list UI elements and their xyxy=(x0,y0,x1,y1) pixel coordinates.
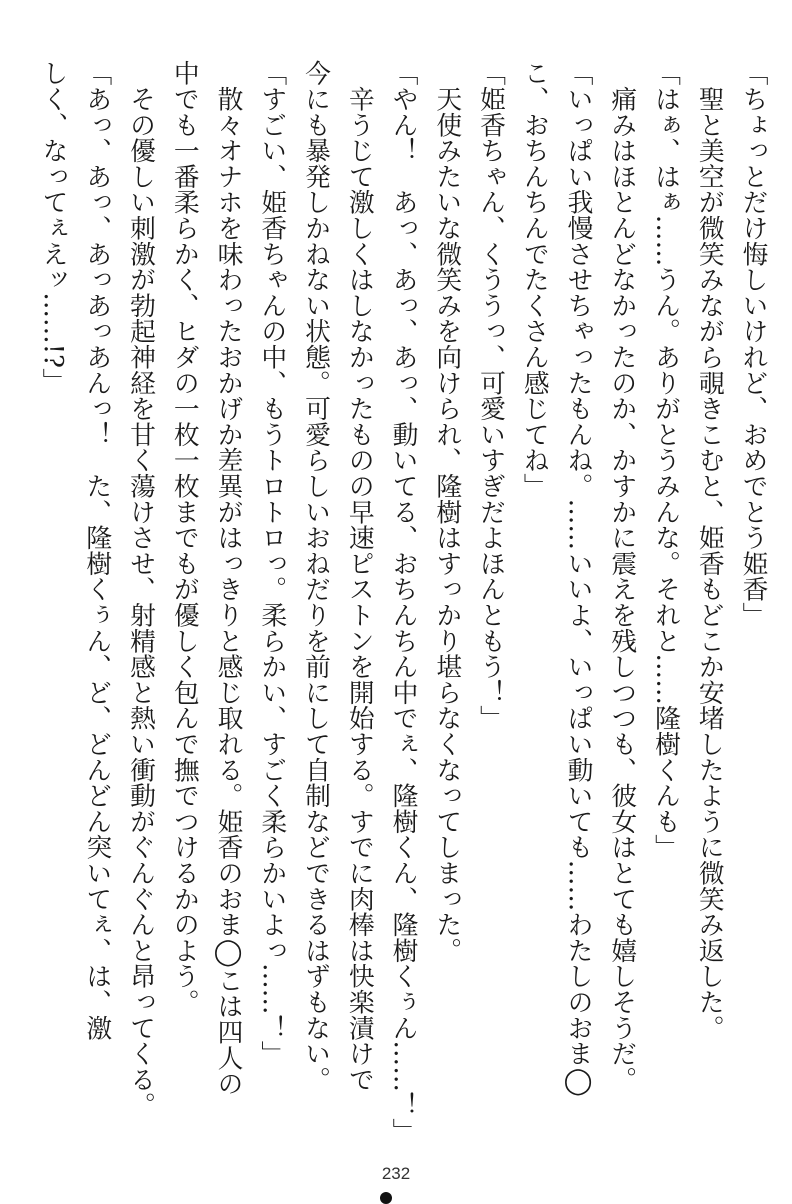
text-line: 「すごい、姫香ちゃんの中、もうトロトロっ。柔らかい、すごく柔らかいよっ……！」 xyxy=(256,60,287,1067)
text-line: 痛みはほとんどなかったのか、かすかに震えを残しつつも、彼女はとても嬉しそうだ。 xyxy=(606,60,637,1092)
page-edge-mark xyxy=(380,1192,392,1204)
text-line: 天使みたいな微笑みを向けられ、隆樹はすっかり堪らなくなってしまった。 xyxy=(431,60,462,963)
text-line: その優しい刺激が勃起神経を甘く蕩けさせ、射精感と熱い衝動がぐんぐんと昂ってくる。 xyxy=(125,60,156,1118)
text-line: 「いっぱい我慢させちゃったもんね。……いいよ、いっぱい動いても……わたしのおま◯ xyxy=(563,60,593,1097)
text-line: 辛うじて激しくはしなかったものの早速ピストンを開始する。すでに肉棒は快楽漬けで xyxy=(344,60,375,1092)
text-line: 「はぁ、はぁ……うん。ありがとうみんな。それと……隆樹くんも」 xyxy=(650,60,681,860)
text-line: 「ちょっとだけ悔しいけれど、おめでとう姫香」 xyxy=(738,60,768,628)
text-line: 散々オナホを味わったおかげか差異がはっきりと感じ取れる。姫香のおま◯こは四人の xyxy=(213,60,243,1097)
text-line: こ、おちんちんでたくさん感じてね」 xyxy=(519,60,550,499)
text-line: 「あっ、あっ、あっあっあんっ！ た、隆樹くぅん、ど、どんどん突いてぇ、は、激 xyxy=(81,60,112,1041)
text-line: 「姫香ちゃん、くううっ、可愛いすぎだよほんともう！」 xyxy=(475,60,506,731)
text-line: 今にも暴発しかねない状態。可愛らしいおねだりを前にして自制などできるはずもない。 xyxy=(300,60,331,1092)
text-line: 聖と美空が微笑みながら覗きこむと、姫香もどこか安堵したように微笑み返した。 xyxy=(694,60,725,1041)
text-line: しく、なってぇえッ……!?」 xyxy=(38,60,68,394)
body-text xyxy=(30,60,774,1144)
text-line: 「やん！ あっ、あっ、あっ、動いてる、おちんちん中でぇ、隆樹くん、隆樹くぅん……！」 xyxy=(388,60,418,1144)
text-line: 中でも一番柔らかく、ヒダの一枚一枚までもが優しく包んで撫でつけるかのよう。 xyxy=(169,60,200,1015)
page-number: 232 xyxy=(381,1164,411,1183)
